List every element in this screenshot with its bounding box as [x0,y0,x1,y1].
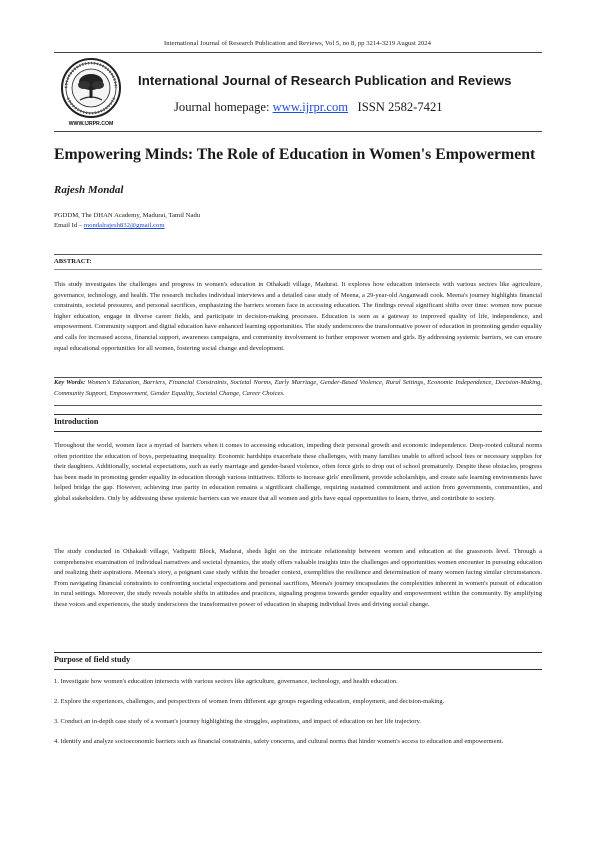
keywords [54,378,542,399]
abstract-text: This study investigates the challenges and progress in women's education in Othakadi village, Madurai. It explores how education intersects with various sectors like agriculture, governance, technology, and health. The research includes individual interviews and a detailed case study of Meena, a 29-year-old Anganwadi cook. Meena's journey highlights financial constraints, societal pressures, and personal sacrifices, emphasizing the barriers women face in accessing education. The findings reveal significant shifts over time: women now pursue higher education, engage in diverse career fields, and participate in decision-making processes. Education is seen as a gateway to improved quality of life, independence, and empowerment. Community support and digital education have enhanced learning opportunities. The study underscores the transformative power of education in promoting gender equality and calls for increased access, financial support, awareness campaigns, and community involvement to further empower women and girls. By addressing systemic barriers, we can ensure equal educational opportunities for all women, fostering social change and development. [54,281,542,352]
author-affiliation-block [54,211,200,231]
keywords-label: Key Words: [54,379,86,386]
purpose-item-4: 4. Identify and analyze socioeconomic barriers such as financial constraints, safety concerns, and cultural norms that hinder women's access to education and empowerment. [54,738,504,745]
journal-homepage-line [174,100,443,115]
journal-masthead [54,52,542,132]
homepage-link[interactable]: www.ijrpr.com [272,100,349,114]
abstract-section [54,254,542,378]
email-label: Email Id – [54,222,83,229]
author-email-line [54,221,200,231]
introduction-heading-box [54,414,542,432]
introduction-paragraph-2: The study conducted in Othakadi village, Vadipatti Block, Madurai, sheds light on the intricate relationship between women and education at the grassroots level. Through a comprehensive examination of individual narratives and societal dynamics, the study offers valuable insights into the challenges and opportunities women encounter in pursuing education and realizing their aspirations. Meena's story, a poignant case study within the broader context, exemplifies the resilience and determination of many women facing similar circumstances. From navigating financial constraints to confronting societal expectations and personal sacrifices, Meena's journey encapsulates the complexities inherent in women's pursuit of education in rural settings. Moreover, the study reveals notable shifts in attitudes and practices, signaling progress towards gender equality and empowerment within the community. By amplifying these voices and experiences, the study underscores the transformative power of education in shaping individual lives and driving social change. [54,548,542,608]
abstract-divider [54,269,542,270]
author-email-link[interactable]: mondalrajesh832@gmail.com [83,222,165,229]
introduction-heading: Introduction [54,417,99,426]
journal-title: International Journal of Research Publication and Reviews [138,73,512,88]
introduction-paragraph-1: Throughout the world, women face a myriad of barriers when it comes to accessing education, impeding their personal growth and economic independence. Deep-rooted cultural norms often prioritize the education of boys, perpetuating inequality. Economic hardships exacerbate these challenges, with many families unable to afford school fees or necessary supplies for their daughters. Additionally, societal expectations, such as early marriage and gender-based violence, often force girls to drop out of school prematurely. Despite these obstacles, progress has been made in promoting gender equality in education through various initiatives. Efforts to increase girls' enrollment, provide scholarships, and create safe learning environments have helped bridge the gap. However, achieving true parity in education remains a significant challenge, requiring sustained commitment and action from governments, communities, and global stakeholders. Only by addressing these systemic barriers can we ensure that all women and girls have equal opportunities to learn, thrive, and contribute to society. [54,442,542,502]
article-title: Empowering Minds: The Role of Education in Women's Empowerment [54,146,536,163]
keywords-text: Women's Education, Barriers, Financial Constraints, Societal Norms, Early Marriage, Gender-Based Violence, Rural Settings, Economic Independence, Decision-Making, Community Support, Empowerment, Gender Equality, Societal Change, Career Choices. [54,379,542,397]
logo-caption: WWW.IJRPR.COM [68,121,114,127]
purpose-heading-box [54,652,542,670]
running-header: International Journal of Research Publication and Reviews, Vol 5, no 8, pp 3214-3219 August 2024 [164,40,431,47]
keywords-divider [54,405,542,406]
author-affiliation: PGDDM, The DHAN Academy, Madurai, Tamil Nadu [54,212,201,219]
journal-logo [56,56,126,128]
issn-text: ISSN 2582-7421 [357,100,443,114]
author-name: Rajesh Mondal [54,184,124,196]
purpose-item-3: 3. Conduct an in-depth case study of a woman's journey highlighting the struggles, aspirations, and impact of education on her life trajectory. [54,718,422,725]
homepage-label: Journal homepage: [174,100,270,114]
purpose-item-1: 1. Investigate how women's education intersects with various sectors like agriculture, governance, technology, and health education. [54,678,398,685]
purpose-heading: Purpose of field study [54,655,131,664]
purpose-item-2: 2. Explore the experiences, challenges, and perspectives of women from different age groups regarding education, employment, and decision-making. [54,698,445,705]
abstract-heading: ABSTRACT: [54,258,92,265]
